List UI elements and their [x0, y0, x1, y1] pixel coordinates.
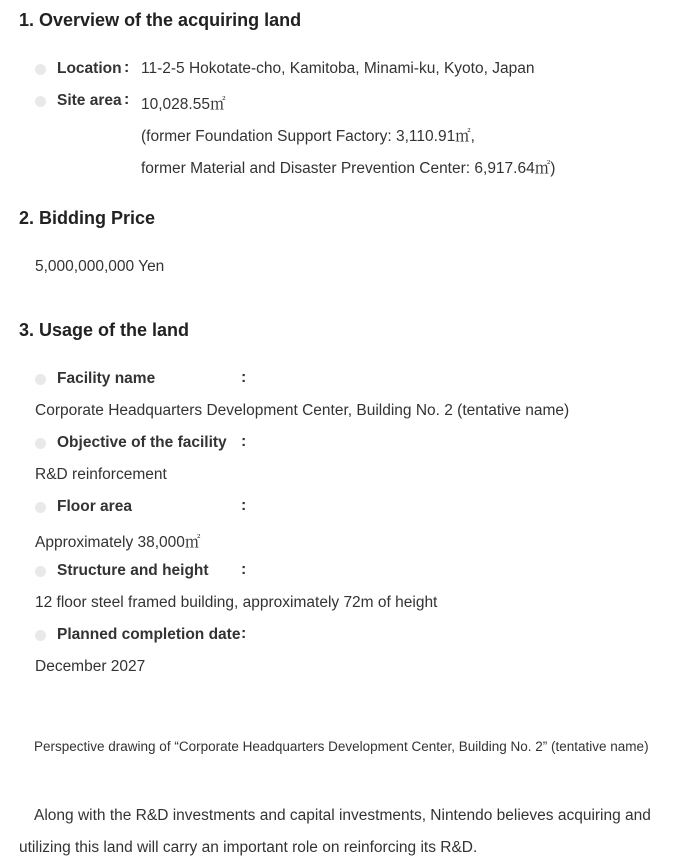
- structure-colon: :: [241, 561, 247, 578]
- floor-area-value: Approximately 38,000㎡: [35, 534, 201, 551]
- bidding-price-value: 5,000,000,000 Yen: [35, 258, 165, 275]
- facility-name-value: Corporate Headquarters Development Center, Building No. 2 (tentative name): [35, 402, 570, 419]
- objective-label: Objective of the facility: [57, 434, 227, 451]
- site-area-detail-2: former Material and Disaster Prevention Center: 6,917.64㎡): [141, 160, 556, 177]
- floor-area-colon: :: [241, 497, 247, 514]
- facility-name-label: Facility name: [57, 370, 156, 387]
- structure-value: 12 floor steel framed building, approximately 72m of height: [35, 594, 438, 611]
- site-area-detail-1: (former Foundation Support Factory: 3,110.91㎡,: [141, 128, 475, 145]
- perspective-drawing-caption: Perspective drawing of “Corporate Headquarters Development Center, Building No. 2” (tentative name): [34, 739, 649, 754]
- structure-label: Structure and height: [57, 562, 209, 579]
- location-colon: :: [124, 59, 130, 76]
- bullet-icon: [35, 64, 46, 75]
- site-area-value: 10,028.55㎡: [141, 96, 226, 113]
- section-heading-overview: 1. Overview of the acquiring land: [19, 10, 302, 30]
- site-area-label: Site area: [57, 92, 122, 109]
- completion-date-colon: :: [241, 625, 247, 642]
- facility-name-colon: :: [241, 369, 247, 386]
- location-label: Location: [57, 60, 122, 77]
- bullet-icon: [35, 374, 46, 385]
- bullet-icon: [35, 502, 46, 513]
- completion-date-value: December 2027: [35, 658, 146, 675]
- section-heading-usage: 3. Usage of the land: [19, 320, 190, 340]
- completion-date-label: Planned completion date: [57, 626, 241, 643]
- closing-paragraph-line-2: utilizing this land will carry an important role on reinforcing its R&D.: [19, 839, 478, 856]
- floor-area-label: Floor area: [57, 498, 132, 515]
- bullet-icon: [35, 566, 46, 577]
- bullet-icon: [35, 438, 46, 449]
- section-heading-bidding-price: 2. Bidding Price: [19, 208, 156, 228]
- site-area-colon: :: [124, 91, 130, 108]
- bullet-icon: [35, 630, 46, 641]
- bullet-icon: [35, 96, 46, 107]
- closing-paragraph-line-1: Along with the R&D investments and capital investments, Nintendo believes acquiring and: [34, 807, 651, 824]
- objective-value: R&D reinforcement: [35, 466, 167, 483]
- objective-colon: :: [241, 433, 247, 450]
- location-value: 11-2-5 Hokotate-cho, Kamitoba, Minami-ku, Kyoto, Japan: [141, 60, 535, 77]
